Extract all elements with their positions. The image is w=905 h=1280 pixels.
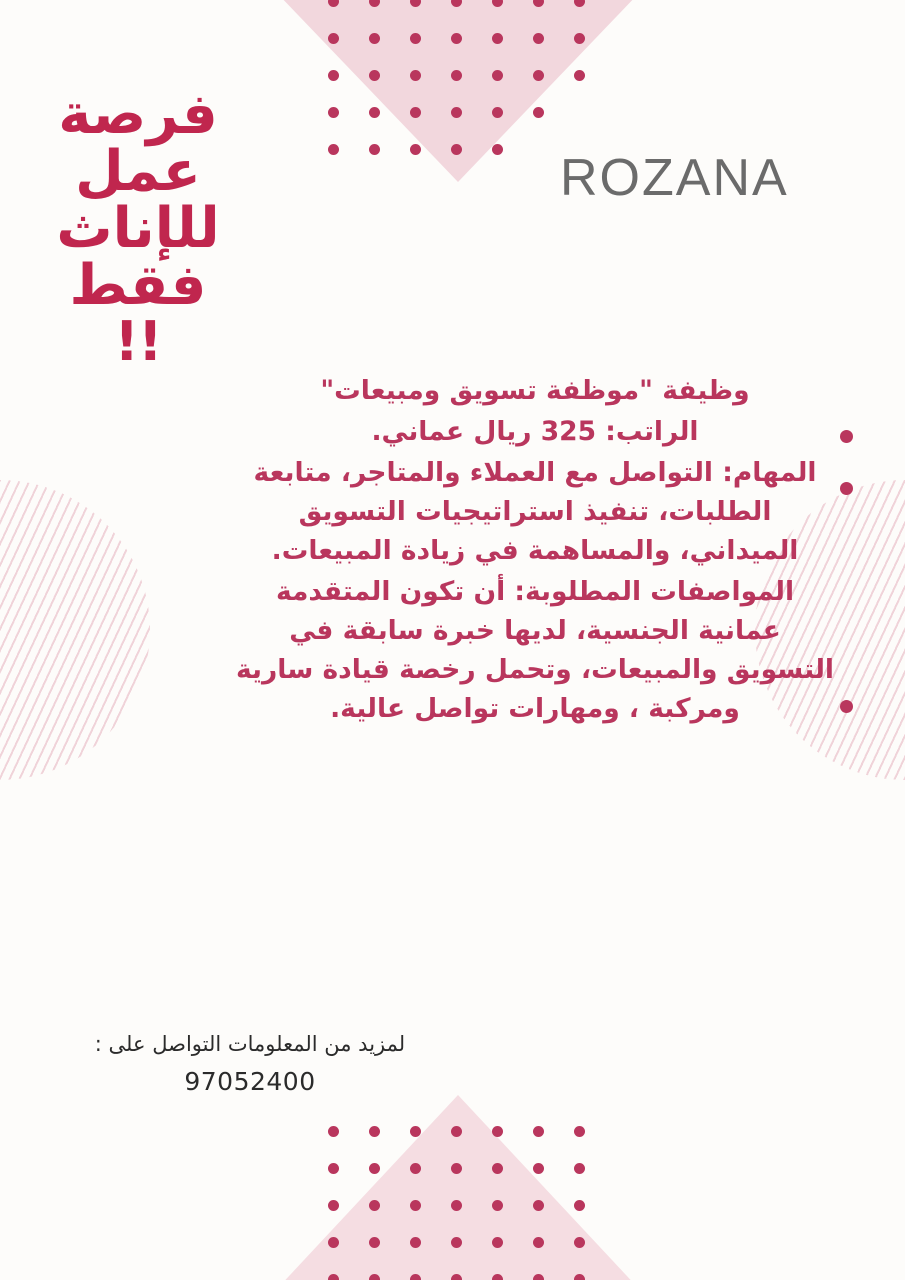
- dot: [410, 0, 421, 7]
- dot: [574, 1200, 585, 1211]
- dot: [492, 144, 503, 155]
- dot: [369, 33, 380, 44]
- dot: [369, 1274, 380, 1280]
- dot: [410, 1126, 421, 1137]
- headline-exclamation: !!: [114, 310, 162, 374]
- dot: [369, 0, 380, 7]
- contact-phone[interactable]: 97052400: [184, 1066, 316, 1096]
- dot: [492, 70, 503, 81]
- dot: [533, 1200, 544, 1211]
- dot: [533, 70, 544, 81]
- dot: [451, 0, 462, 7]
- dot: [533, 33, 544, 44]
- dot: [410, 1274, 421, 1280]
- dot-grid-top-decoration: [320, 0, 590, 156]
- headline: [28, 82, 248, 374]
- dot: [492, 1237, 503, 1248]
- headline-line-4: فقط: [69, 253, 207, 319]
- salary-line: الراتب: 325 ريال عماني.: [371, 415, 699, 447]
- dot: [492, 1126, 503, 1137]
- dot: [533, 1163, 544, 1174]
- brand-wordmark: ROZANA: [560, 149, 789, 207]
- dot: [328, 1126, 339, 1137]
- dot: [574, 70, 585, 81]
- dot: [451, 1126, 462, 1137]
- dot: [451, 1163, 462, 1174]
- dot: [369, 107, 380, 118]
- dot: [328, 144, 339, 155]
- dot: [410, 1163, 421, 1174]
- dot: [574, 1274, 585, 1280]
- dot: [328, 1274, 339, 1280]
- dot: [492, 107, 503, 118]
- job-title: وظيفة "موظفة تسويق ومبيعات": [320, 375, 750, 406]
- headline-line-1: فرصة: [58, 82, 218, 147]
- dot: [451, 144, 462, 155]
- dot: [410, 107, 421, 118]
- dot: [492, 1274, 503, 1280]
- dot: [574, 33, 585, 44]
- dot: [492, 1200, 503, 1211]
- dot: [533, 1237, 544, 1248]
- dot: [369, 144, 380, 155]
- dot: [410, 1237, 421, 1248]
- dot: [492, 1163, 503, 1174]
- contact-block: [30, 1028, 470, 1101]
- headline-line-2: عمل: [75, 139, 201, 205]
- dot-grid-bottom-decoration: [320, 1126, 590, 1276]
- dot: [574, 1163, 585, 1174]
- dot: [533, 1274, 544, 1280]
- dot: [492, 33, 503, 44]
- dot: [328, 0, 339, 7]
- headline-line-3: للإناث: [56, 196, 220, 262]
- dot: [369, 1237, 380, 1248]
- dot: [410, 70, 421, 81]
- dot: [533, 0, 544, 7]
- dot: [328, 107, 339, 118]
- dot: [369, 70, 380, 81]
- dot: [451, 70, 462, 81]
- dot: [492, 0, 503, 7]
- dot: [328, 1237, 339, 1248]
- dot: [369, 1126, 380, 1137]
- job-details: [235, 372, 835, 731]
- dot: [574, 0, 585, 7]
- dot: [369, 1200, 380, 1211]
- dot: [451, 33, 462, 44]
- dot: [328, 1200, 339, 1211]
- dot: [451, 1274, 462, 1280]
- dot: [451, 1200, 462, 1211]
- dot: [410, 33, 421, 44]
- contact-label: لمزيد من المعلومات التواصل على :: [94, 1032, 406, 1056]
- requirements-line: المواصفات المطلوبة: أن تكون المتقدمة عمانية الجنسية، لديها خبرة سابقة في التسويق والمبيعات، وتحمل رخصة قيادة سارية ومركبة ، ومهارات تواصل عالية.: [235, 575, 835, 724]
- dot: [410, 1200, 421, 1211]
- dot: [451, 1237, 462, 1248]
- duties-line: المهام: التواصل مع العملاء والمتاجر، متابعة الطلبات، تنفيذ استراتيجيات التسويق الميداني، والمساهمة في زيادة المبيعات.: [253, 456, 817, 566]
- dot: [574, 1126, 585, 1137]
- dot: [328, 1163, 339, 1174]
- bullet-dot: [840, 430, 853, 443]
- dot: [574, 1237, 585, 1248]
- dot: [451, 107, 462, 118]
- hatched-circle-left-decoration: [0, 480, 150, 780]
- dot: [328, 70, 339, 81]
- dot: [533, 1126, 544, 1137]
- dot: [410, 144, 421, 155]
- dot: [328, 33, 339, 44]
- dot: [533, 107, 544, 118]
- dot: [369, 1163, 380, 1174]
